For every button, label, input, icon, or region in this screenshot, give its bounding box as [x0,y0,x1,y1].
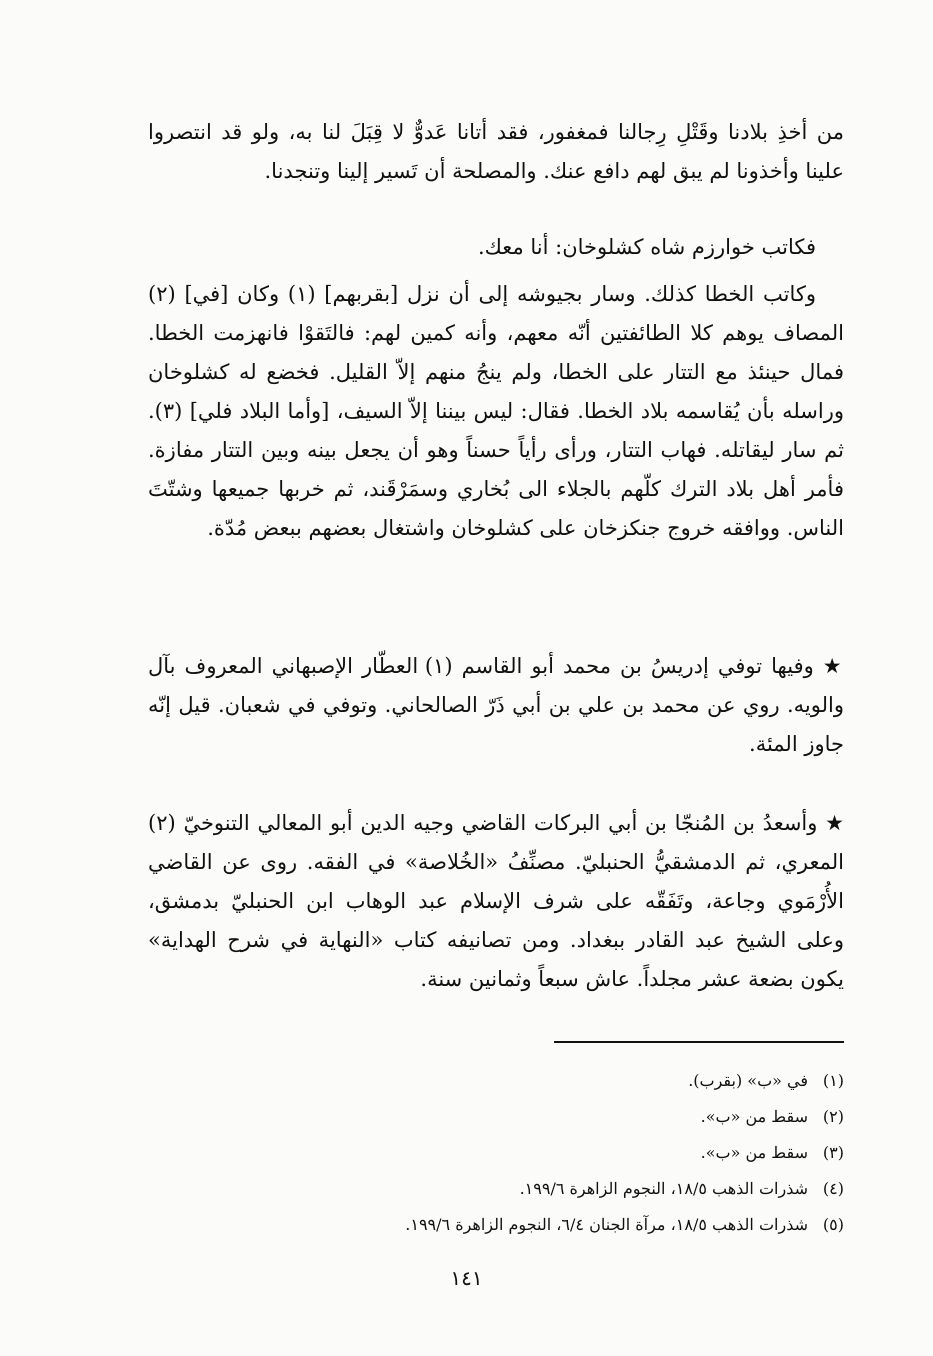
footnote-text: سقط من «ب». [700,1107,808,1126]
footnote-number: (١) [822,1071,844,1090]
paragraph: وكاتب الخطا كذلك. وسار بجيوشه إلى أن نزل [بقربهم] (١) وكان [في] (٢) المصاف يوهم كلا الطائفتين أنّه معهم، وأنه كمين لهم: فالتَقوْا فانهزمت الخطا. فمال حينئذ مع التتار على الخطا، ولم ينجُ منهم إلاّ القليل. فخضع له كشلوخان وراسله بأن يُقاسمه بلاد الخطا. فقال: ليس بيننا إلاّ السيف، [وأما البلاد فلي] (٣). ثم سار ليقاتله. فهاب التتار، ورأى رأياً حسناً وهو أن يجعل بينه وبين التتار مفازة. فأمر أهل بلاد الترك كلّهم بالجلاء الى بُخاري وسمَرْقَند، ثم خربها جميعها وشتّتَ الناس. ووافقه خروج جنكزخان على كشلوخان واشتغال بعضهم ببعض مُدّة. [148,282,844,540]
footnotes-list [300,1063,844,1243]
footnote-number: (٢) [822,1107,844,1126]
footnote-number: (٣) [822,1143,844,1162]
footnote-item [300,1207,844,1243]
footnote-text: في «ب» (بقرب). [688,1071,808,1090]
footnote-text: سقط من «ب». [700,1143,808,1162]
footnote-number: (٤) [822,1179,844,1198]
footnote-item [300,1099,844,1135]
footnote-number: (٥) [822,1215,844,1234]
footnote-item [300,1063,844,1099]
page-number: ١٤١ [450,1266,483,1290]
paragraph-entry-asad: ★ وأسعدُ بن المُنجّا بن أبي البركات القاضي وجيه الدين أبو المعالي التنوخيّ (٢) المعري، ثم الدمشقيُّ الحنبليّ. مصنِّفُ «الخُلاصة» في الفقه. روى عن القاضي الأُرْمَوي وجاعة، وتَفَقّه على شرف الإسلام عبد الوهاب ابن الحنبليّ بدمشق، وعلى الشيخ عبد القادر ببغداد. ومن تصانيفه كتاب «النهاية في شرح الهداية» يكون بضعة عشر مجلداً. عاش سبعاً وثمانين سنة. [148,811,844,991]
paragraph-entry-idris: ★ وفيها توفي إدريسُ بن محمد أبو القاسم (١) العطّار الإصبهاني المعروف بآل والويه. روي عن محمد بن علي بن أبي ذَرّ الصالحاني. وتوفي في شعبان. قيل إنّه جاوز المئة. [148,654,844,756]
footnote-text: شذرات الذهب ١٨/٥، النجوم الزاهرة ١٩٩/٦. [519,1179,808,1198]
footnote-text: شذرات الذهب ١٨/٥، مرآة الجنان ٦/٤، النجوم الزاهرة ١٩٩/٦. [405,1215,808,1234]
footnote-divider [554,1041,844,1043]
paragraph: فكاتب خوارزم شاه كشلوخان: أنا معك. [477,235,816,259]
footnote-item [300,1135,844,1171]
footnote-item [300,1171,844,1207]
paragraph: من أخذِ بلادنا وقَتْلِ رِجالنا فمغفور، فقد أتانا عَدوٌّ لا قِبَلَ لنا به، ولو قد انتصروا علينا وأخذونا لم يبق لهم دافع عنك. والمصلحة أن تَسير إلينا وتنجدنا. [148,120,844,183]
